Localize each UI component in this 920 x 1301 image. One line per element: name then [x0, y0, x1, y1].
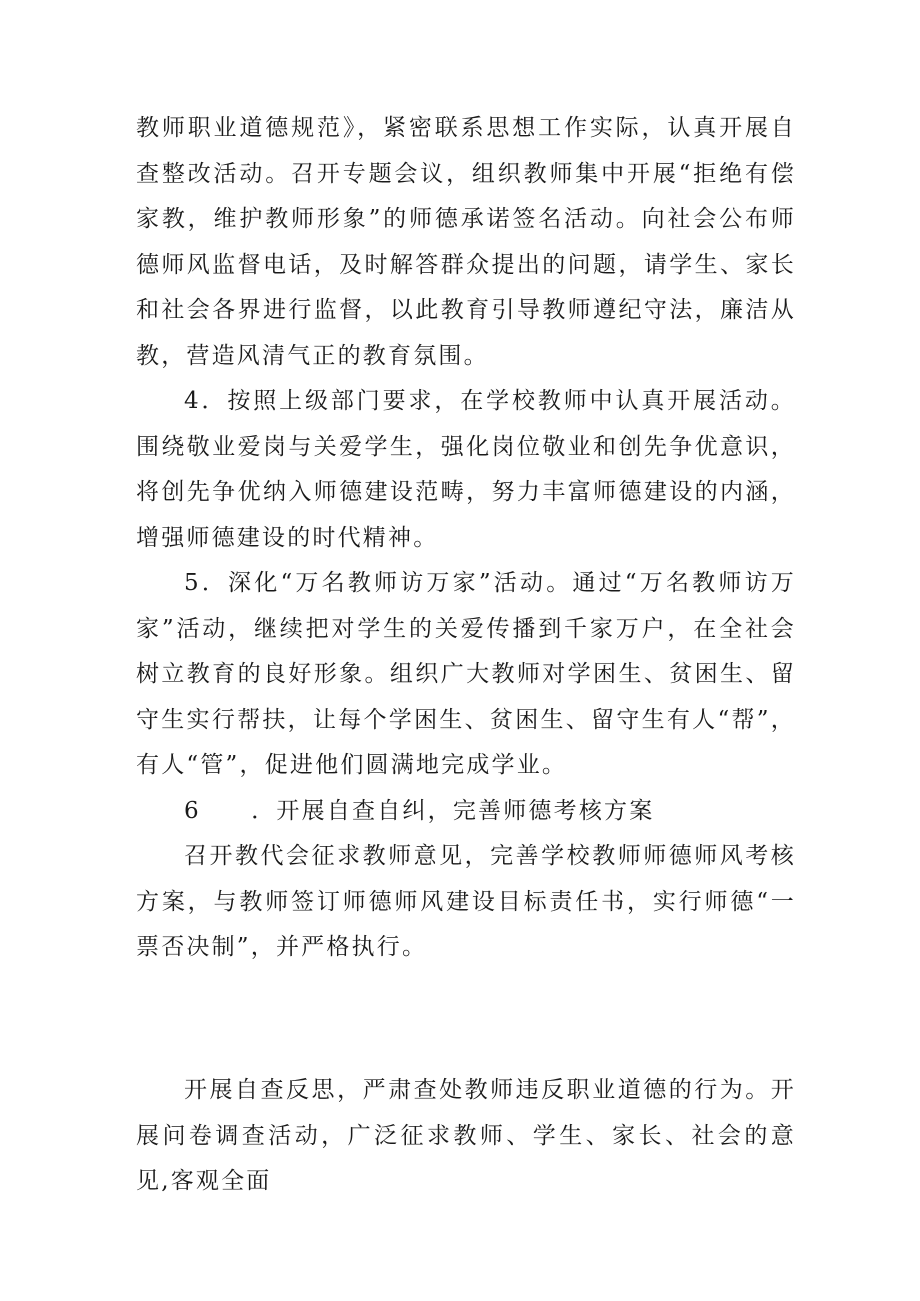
paragraph-continued: 教师职业道德规范》，紧密联系思想工作实际，认真开展自查整改活动。召开专题会议，组织教师集中开展“拒绝有偿家教，维护教师形象”的师德承诺签名活动。向社会公布师德师风监督电话，及时解答群众提出的问题，请学生、家长和社会各界进行监督，以此教育引导教师遵纪守法，廉洁从教，营造风清气正的教育氛围。: [136, 115, 796, 369]
text-block-1: [136, 106, 796, 971]
paragraph-assessment: 召开教代会征求教师意见，完善学校教师师德师风考核方案，与教师签订师德师风建设目标责任书，实行师德“一票否决制”，并严格执行。: [136, 843, 796, 960]
section-heading-6: 6 ．开展自查自纠，完善师德考核方案: [184, 797, 655, 824]
paragraph-self-reflection: 开展自查反思，严肃查处教师违反职业道德的行为。开展问卷调查活动，广泛征求教师、学生、家长、社会的意见,客观全面: [136, 1077, 796, 1194]
paragraph-item-5: 5．深化“万名教师访万家”活动。通过“万名教师访万家”活动，继续把对学生的关爱传播到千家万户，在全社会树立教育的良好形象。组织广大教师对学困生、贫困生、留守生实行帮扶，让每个学困生、贫困生、留守生有人“帮”，有人“管”，促进他们圆满地完成学业。: [136, 570, 796, 778]
text-block-2: [136, 1068, 796, 1205]
paragraph-item-4: 4．按照上级部门要求，在学校教师中认真开展活动。围绕敬业爱岗与关爱学生，强化岗位敬业和创先争优意识，将创先争优纳入师德建设范畴，努力丰富师德建设的内涵，增强师德建设的时代精神。: [136, 388, 796, 551]
